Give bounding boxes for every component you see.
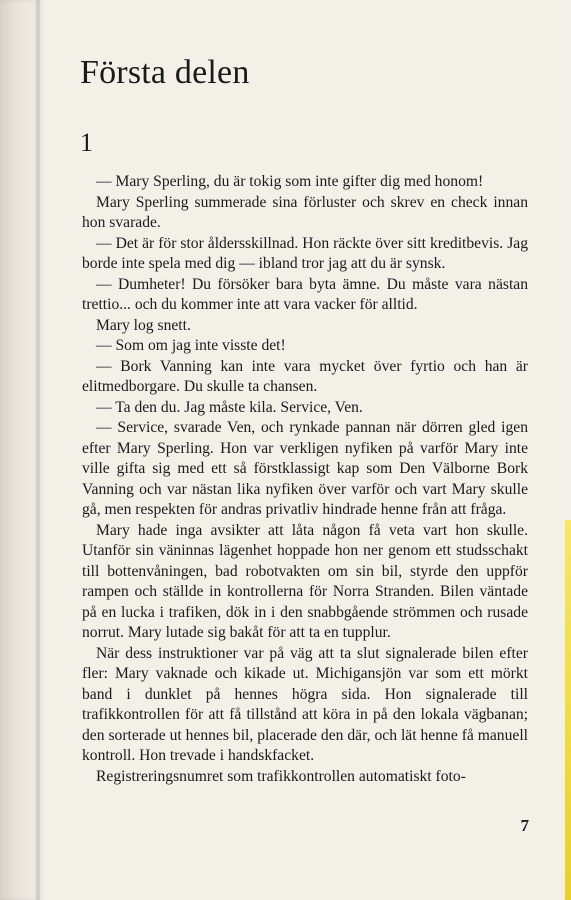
paragraph: — Det är för stor åldersskillnad. Hon räckte över sitt kreditbevis. Jag borde inte spela med dig — ibland tror jag att du är synsk.	[82, 234, 528, 272]
left-page-edge	[0, 0, 40, 900]
paragraph: Mary Sperling summerade sina förluster och skrev en check innan hon svarade.	[82, 193, 528, 231]
paragraph: — Bork Vanning kan inte vara mycket över fyrtio och han är elitmedborgare. Du skulle ta chansen.	[82, 357, 528, 395]
chapter-number: 1	[80, 128, 93, 157]
paragraph: — Service, svarade Ven, och rynkade pannan när dörren gled igen efter Mary Sperling. Hon var verkligen nyfiken på varför Mary inte ville gifta sig med ett så förstklassigt kap som Den Välborne Bork Vanning och var nästan lika nyfiken över varför och vart Mary skulle gå, men respekten för andras privatliv hindrade henne från att fråga.	[82, 419, 528, 518]
paragraph: När dess instruktioner var på väg att ta slut signalerade bilen efter fler: Mary vaknade och kikade ut. Michigansjön var som ett mörkt band i dunklet på hennes högra sida. Hon signalerade till trafikkontrollen för att få tillstånd att köra in på den lokala vägbanan; den sorterade ut hennes bil, placerade den där, och lät henne få manuell kontroll. Hon trevade i handskfacket.	[82, 644, 528, 764]
paragraph: Registreringsnumret som trafikkontrollen automatiskt foto-	[96, 767, 466, 785]
page-number: 7	[520, 816, 529, 835]
adjacent-page-edge	[565, 520, 571, 900]
paragraph: — Ta den du. Jag måste kila. Service, Ven.	[96, 398, 363, 416]
paragraph: Mary hade inga avsikter att låta någon få veta vart hon skulle. Utanför sin väninnas lägenhet hoppade hon ner genom ett studsschakt till bottenvåningen, bad robotvakten om sin bil, styrde den uppför rampen och ställde in kontrollerna för Norra Stranden. Bilen väntade på en lucka i trafiken, dök in i den snabbgående strömmen och rusade norrut. Mary lutade sig bakåt för att ta en tupplur.	[82, 521, 528, 641]
paragraph: — Mary Sperling, du är tokig som inte gifter dig med honom!	[96, 173, 484, 190]
paragraph: — Som om jag inte visste det!	[96, 337, 286, 354]
body-text	[82, 172, 528, 787]
book-page	[44, 0, 565, 900]
paragraph: Mary log snett.	[96, 316, 191, 334]
paragraph: — Dumheter! Du försöker bara byta ämne. Du måste vara nästan trettio... och du kommer inte att vara vacker för alltid.	[82, 275, 528, 313]
part-title: Första delen	[80, 54, 250, 91]
